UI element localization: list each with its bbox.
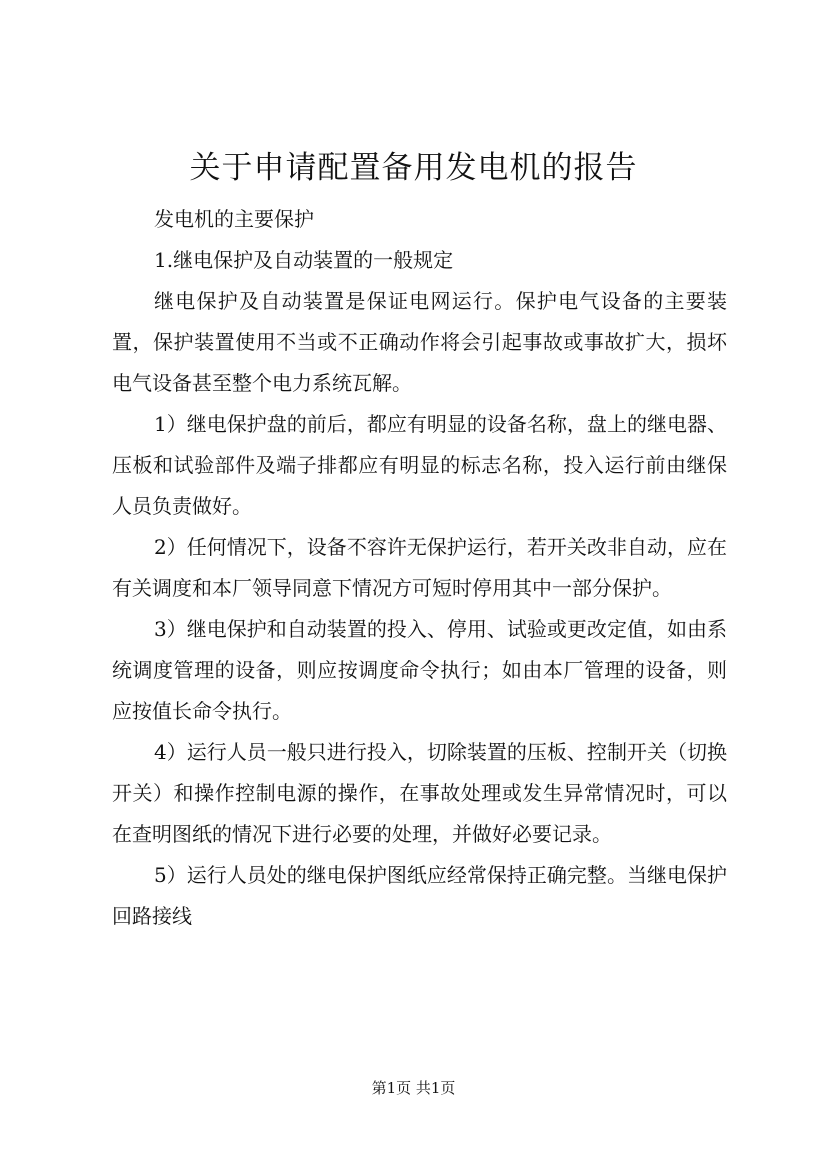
page-footer: 第1页 共1页 <box>371 1079 456 1097</box>
list-item-4: 4）运行人员一般只进行投入，切除装置的压板、控制开关（切换开关）和操作控制电源的操作，在事故处理或发生异常情况时，可以在查明图纸的情况下进行必要的处理，并做好必要记录。 <box>112 740 727 846</box>
document-title: 关于申请配置备用发电机的报告 <box>189 150 638 186</box>
subsection-heading: 1.继电保护及自动装置的一般规定 <box>154 248 454 272</box>
list-item-2: 2）任何情况下，设备不容许无保护运行，若开关改非自动，应在有关调度和本厂领导同意下情况方可短时停用其中一部分保护。 <box>112 535 727 600</box>
list-item-3: 3）继电保护和自动装置的投入、停用、试验或更改定值，如由系统调度管理的设备，则应按调度命令执行；如由本厂管理的设备，则应按值长命令执行。 <box>112 617 727 723</box>
document-body <box>112 199 727 937</box>
body-paragraph: 继电保护及自动装置是保证电网运行。保护电气设备的主要装置，保护装置使用不当或不正确动作将会引起事故或事故扩大，损坏电气设备甚至整个电力系统瓦解。 <box>112 289 727 395</box>
list-item-5: 5）运行人员处的继电保护图纸应经常保持正确完整。当继电保护回路接线 <box>112 863 727 928</box>
section-heading: 发电机的主要保护 <box>154 207 314 231</box>
list-item-1: 1）继电保护盘的前后，都应有明显的设备名称，盘上的继电器、压板和试验部件及端子排都应有明显的标志名称，投入运行前由继保人员负责做好。 <box>112 412 727 518</box>
